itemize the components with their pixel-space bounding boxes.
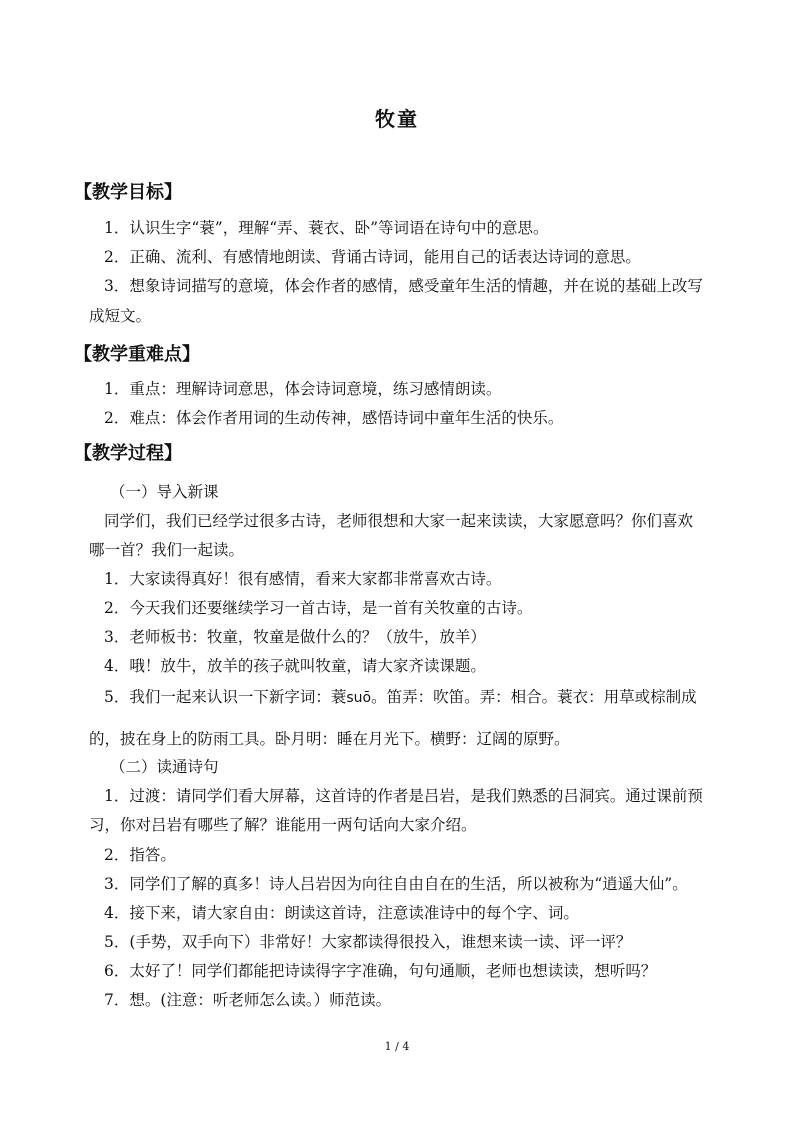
- intro-item-5: [104, 687, 697, 708]
- page-title: 牧童: [375, 107, 419, 131]
- reading-item-3: 3．同学们了解的真多！诗人吕岩因为向往自由自在的生活，所以被称为“逍遥大仙”。: [104, 875, 688, 893]
- keypoint-item-1: 1．重点：理解诗词意思，体会诗词意境，练习感情朗读。: [104, 380, 502, 398]
- intro-paragraph: 同学们，我们已经学过很多古诗，老师很想和大家一起来读读，大家愿意吗？你们喜欢: [104, 512, 694, 530]
- reading-item-7: 7．想。(注意：听老师怎么读。）师范读。: [104, 991, 392, 1009]
- reading-item-1-cont: 习，你对吕岩有哪些了解？谁能用一两句话向大家介绍。: [89, 816, 477, 834]
- intro-item-3: 3．老师板书：牧童，牧童是做什么的？（放牛，放羊）: [104, 628, 486, 646]
- goal-item-3-cont: 成短文。: [89, 307, 152, 325]
- part-title-intro: （一）导入新课: [110, 483, 219, 501]
- part-title-reading: （二）读通诗句: [110, 758, 219, 776]
- reading-item-4: 4．接下来，请大家自由：朗读这首诗，注意读准诗中的每个字、词。: [104, 904, 579, 922]
- page-number: 1 / 4: [384, 1040, 410, 1053]
- goal-item-1: 1．认识生字“蓑”，理解“弄、蓑衣、卧”等词语在诗句中的意思。: [104, 219, 549, 237]
- goal-item-3: 3．想象诗词描写的意境，体会作者的感情，感受童年生活的情趣，并在说的基础上改写: [104, 277, 703, 295]
- section-heading-goals: 【教学目标】: [74, 182, 182, 203]
- goal-item-2: 2．正确、流利、有感情地朗读、背诵古诗词，能用自己的话表达诗词的意思。: [104, 248, 641, 266]
- intro-paragraph-cont: 哪一首？我们一起读。: [89, 541, 245, 559]
- section-heading-keypoints: 【教学重难点】: [74, 344, 200, 365]
- intro-item-5-text-a: 5．我们一起来认识一下新字词：蓑: [104, 688, 347, 706]
- intro-item-2: 2．今天我们还要继续学习一首古诗，是一首有关牧童的古诗。: [104, 599, 533, 617]
- intro-item-4: 4．哦！放牛，放羊的孩子就叫牧童，请大家齐读课题。: [104, 657, 486, 675]
- pinyin-suo: suō: [346, 690, 372, 706]
- intro-item-1: 1．大家读得真好！很有感情，看来大家都非常喜欢古诗。: [104, 570, 502, 588]
- intro-item-5-text-b: 。笛弄：吹笛。弄：相合。蓑衣：用草或棕制成: [371, 688, 697, 706]
- intro-item-5-cont: 的，披在身上的防雨工具。卧月明：睡在月光下。横野：辽阔的原野。: [89, 730, 570, 748]
- keypoint-item-2: 2．难点：体会作者用词的生动传神，感悟诗词中童年生活的快乐。: [104, 409, 564, 427]
- section-heading-process: 【教学过程】: [74, 443, 182, 464]
- reading-item-2: 2．指答。: [104, 846, 176, 864]
- reading-item-6: 6．太好了！同学们都能把诗读得字字准确，句句通顺，老师也想读读，想听吗？: [104, 962, 657, 980]
- reading-item-5: 5．(手势，双手向下）非常好！大家都读得很投入，谁想来读一读、评一评？: [104, 933, 632, 951]
- reading-item-1: 1．过渡：请同学们看大屏幕，这首诗的作者是吕岩，是我们熟悉的吕洞宾。通过课前预: [104, 787, 703, 805]
